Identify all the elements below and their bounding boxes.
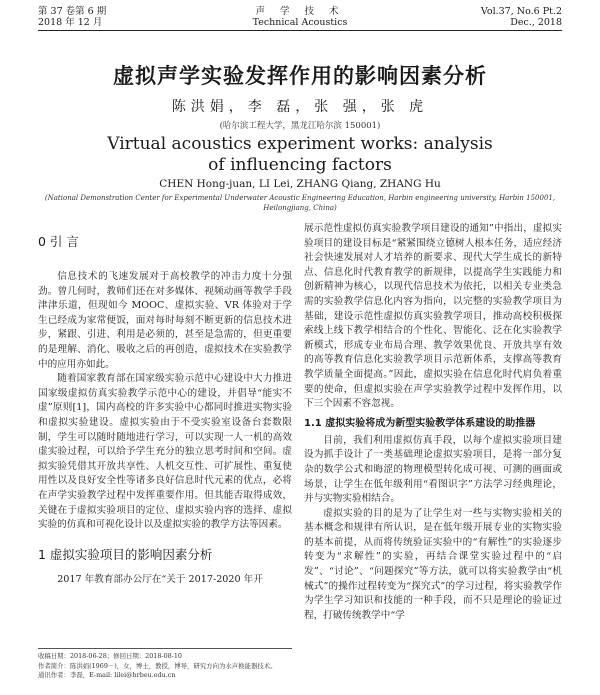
title-english-line-1: Virtual acoustics experiment works: analysis (107, 134, 493, 154)
intro-paragraph-2: 随着国家教育部在国家级实验示范中心建设中大力推进国家级虚拟仿真实验教学示范中心的建设，并倡导“能实不虚”原则[1]，国内高校的许多实验中心都同时推进实物实验和虚拟实验建设。虚拟实验由于不受实验室设备台套数限制，学生可以随时随地进行学习，可以实现一人一机的高效虚实验过程，可以给予学生充分的独立思考时间和空间。虚拟实验凭借其开放共享性、人机交互性、可扩展性、重复使用性以及良好安全性等诸多良好信息时代元素的优点，必将在声学实验教学过程中发挥重要作用。但其能否取得成效，关键在于虚拟实验项目的定位、虚拟实验内容的选择、虚拟实验的仿真和可视化设计以及虚拟实验的教学方法等因素。 (38, 373, 292, 531)
header-right (481, 6, 562, 28)
title-english-line-2: of influencing factors (208, 155, 392, 175)
title-english (0, 134, 600, 176)
section-1-paragraph-1: 2017 年教育部办公厅在“关于 2017-2020 年开 (57, 573, 263, 585)
journal-name-en: Technical Acoustics (252, 17, 348, 28)
footnote-bio: 作者简介：陈洪娟(1969－)，女，博士，教授，博导，研究方向为水声换能器技术。 (38, 661, 277, 670)
section-heading-1: 1 虚拟实验项目的影响因素分析 (38, 546, 213, 562)
journal-date-cn: 2018 年 12 月 (38, 17, 103, 28)
running-header (38, 6, 562, 28)
authors-chinese: 陈洪娟，李 磊，张 强，张 虎 (171, 99, 429, 115)
journal-name-cn: 声 学 技 术 (255, 6, 345, 17)
right-column (304, 222, 562, 623)
header-rule (38, 30, 562, 31)
journal-date-en: Dec., 2018 (510, 17, 562, 28)
affiliation-english: (National Demonstration Center for Experimental Underwater Acoustic Engineering Education, Harbin engineering university, Harbin 150001, Heilongjiang, China) (44, 194, 556, 212)
footnote-contact: 通讯作者：李磊，E-mail: lilei@hrbeu.edu.cn (38, 671, 176, 679)
footnote (38, 648, 292, 681)
authors-english: CHEN Hong-juan, LI Lei, ZHANG Qiang, ZHANG Hu (159, 178, 441, 190)
subsection-heading-1-1: 1.1 虚拟实验将成为新型实验教学体系建设的助推器 (304, 417, 536, 429)
left-column (38, 222, 292, 587)
title-chinese: 虚拟声学实验发挥作用的影响因素分析 (113, 64, 487, 88)
affiliation-chinese: (哈尔滨工程大学，黑龙江哈尔滨 150001) (219, 121, 381, 131)
continued-paragraph: 展示范性虚拟仿真实验教学项目建设的通知”中指出，虚拟实验项目的建设目标是“紧紧围绕立德树人根本任务，适应经济社会快速发展对人才培养的新要求、现代大学生成长的新特点、信息化时代教育教学的新规律，以提高学生实践能力和创新精神为核心，以现代信息技术为依托，以相关专业类急需的实验教学信息化内容为指向，以完整的实验教学项目为基础，建设示范性虚拟仿真实验教学项目，推动高校积极探索线上线下教学相结合的个性化、智能化、泛在化实验教学新模式，形成专业布局合理、教学效果优良、开放共享有效的高等教育信息化实验教学项目示范新体系，支撑高等教育教学质量全面提高。”因此，虚拟实验在信息化时代肩负着重要的使命，但虚拟实验在声学实验教学过程中发挥作用，以下三个因素不容忽视。 (304, 223, 562, 410)
journal-volume-en: Vol.37, No.6 Pt.2 (480, 6, 562, 17)
subsection-1-1-paragraph-1: 目前，我们利用虚拟仿真手段，以每个虚拟实验项目建设为抓手设计了一类基础理论虚拟实验项目，是将一部分复杂的数学公式和晦涩的物理模型转化成可视、可测的画面或场景，让学生在低年级利用“看图识字”方法学习经典理论，并与实物实验相结合。 (304, 434, 562, 505)
footnote-received: 收稿日期：2018-06-28；修回日期：2018-08-10 (38, 652, 182, 660)
journal-volume: 第 37 卷第 6 期 (38, 6, 107, 17)
section-heading-intro: 0 引 言 (38, 234, 79, 249)
intro-paragraph-1: 信息技术的飞速发展对于高校教学的冲击力度十分强劲。曾几何时，教师们还在对多媒体、视频动画等教学手段津津乐道，但现如今 MOOC、虚拟实验、VR 体验对于学生已经成为家常便饭，面对每时每刻不断更新的信息技术进步，紧跟、引进、利用是必须的，甚至是急需的，但更重要的是理解、消化、吸收之后的再创造，虚拟技术在实验教学中的应用亦如此。 (38, 271, 292, 370)
subsection-1-1-paragraph-2: 虚拟实验的目的是为了让学生对一些与实物实验相关的基本概念和规律有所认识，是在低年级开展专业的实物实验的基本前提，从而将传统验证实验中的“有解性”的实验逐步转变为“求解性”的实验，再结合课堂实验过程中的“启发”、“讨论”、“问题探究”等方法，就可以将实验教学由“机械式”的操作过程转变为“探究式”的学习过程，将实验教学作为学生学习知识和技能的一种手段，而不只是理论的验证过程，打破传统教学中“学 (304, 507, 562, 621)
